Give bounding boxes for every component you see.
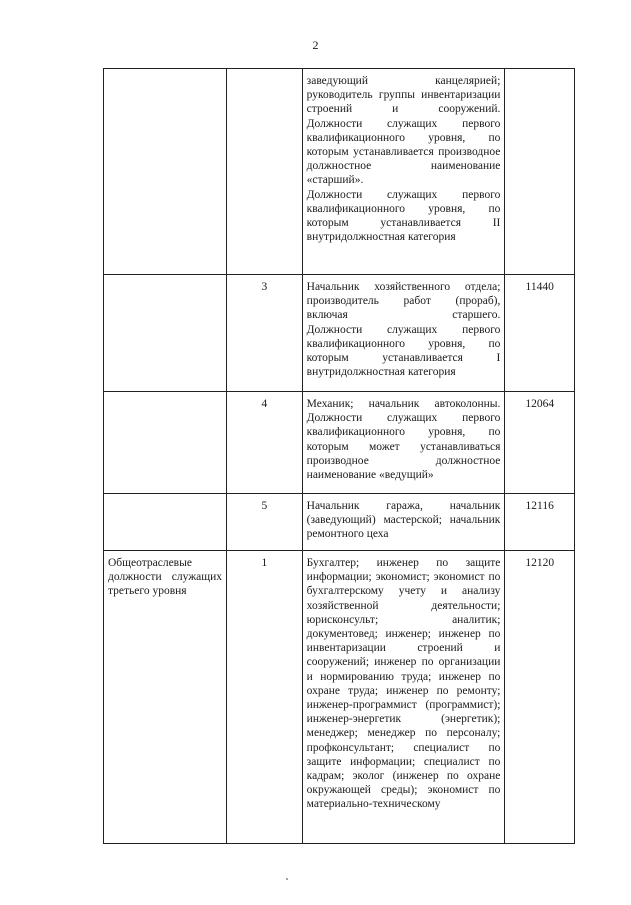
positions-cell bbox=[302, 69, 505, 275]
level-cell: 3 bbox=[227, 275, 303, 392]
table-row bbox=[104, 551, 575, 844]
level-cell: 4 bbox=[227, 392, 303, 494]
page-number: 2 bbox=[312, 38, 319, 52]
salary-cell: 11440 bbox=[505, 275, 575, 392]
positions-cell bbox=[302, 392, 505, 494]
salary-table bbox=[103, 68, 575, 844]
table-row bbox=[104, 69, 575, 275]
positions-paragraph: Должности служащих первого квалификационного уровня, по которым устанавливается II внутридолжностная категория bbox=[306, 188, 501, 244]
positions-cell bbox=[302, 494, 505, 551]
positions-paragraph: Должности служащих первого квалификационного уровня, по которым устанавливается I внутридолжностная категория bbox=[306, 323, 501, 379]
table-row bbox=[104, 392, 575, 494]
level-cell: 1 bbox=[227, 551, 303, 844]
positions-paragraph: Начальник гаража, начальник (заведующий) мастерской; начальник ремонтного цеха bbox=[306, 500, 501, 541]
positions-paragraph: Должности служащих первого квалификационного уровня, по которым устанавливается производное должностное наименование «старший». bbox=[306, 117, 501, 187]
salary-cell: 12064 bbox=[505, 392, 575, 494]
group-cell bbox=[104, 494, 227, 551]
positions-paragraph: Начальник хозяйственного отдела; производитель работ (прораб), включая старшего. bbox=[306, 281, 501, 322]
salary-cell bbox=[505, 69, 575, 275]
positions-paragraph: Бухгалтер; инженер по защите информации; экономист; экономист по бухгалтерскому учету и анализу хозяйственной деятельности; юрисконсульт; аналитик; документовед; инженер; инженер по инвентаризации строений и сооружений; инженер по организации и нормированию труда; инженер по охране труда; инженер по ремонту; инженер-программист (программист); инженер-энергетик (энергетик); менеджер; менеджер по персоналу; профконсультант; специалист по защите информации; специалист по кадрам; эколог (инженер по охране окружающей среды); экономист по материально-техническому bbox=[306, 557, 501, 811]
group-cell bbox=[104, 392, 227, 494]
positions-cell bbox=[302, 551, 505, 844]
level-cell: 5 bbox=[227, 494, 303, 551]
scan-speck bbox=[286, 878, 288, 880]
group-cell bbox=[104, 551, 227, 844]
salary-cell: 12120 bbox=[505, 551, 575, 844]
table-row bbox=[104, 275, 575, 392]
salary-cell: 12116 bbox=[505, 494, 575, 551]
group-cell bbox=[104, 275, 227, 392]
level-cell bbox=[227, 69, 303, 275]
group-cell bbox=[104, 69, 227, 275]
table-row bbox=[104, 494, 575, 551]
positions-paragraph: Механик; начальник автоколонны. Должности служащих первого квалификационного уровня, по которым может устанавливаться производное должностное наименование «ведущий» bbox=[306, 398, 501, 482]
positions-cell bbox=[302, 275, 505, 392]
group-label: Общеотраслевые должности служащих третьего уровня bbox=[108, 557, 223, 598]
positions-paragraph: заведующий канцелярией; руководитель группы инвентаризации строений и сооружений. bbox=[306, 75, 501, 116]
